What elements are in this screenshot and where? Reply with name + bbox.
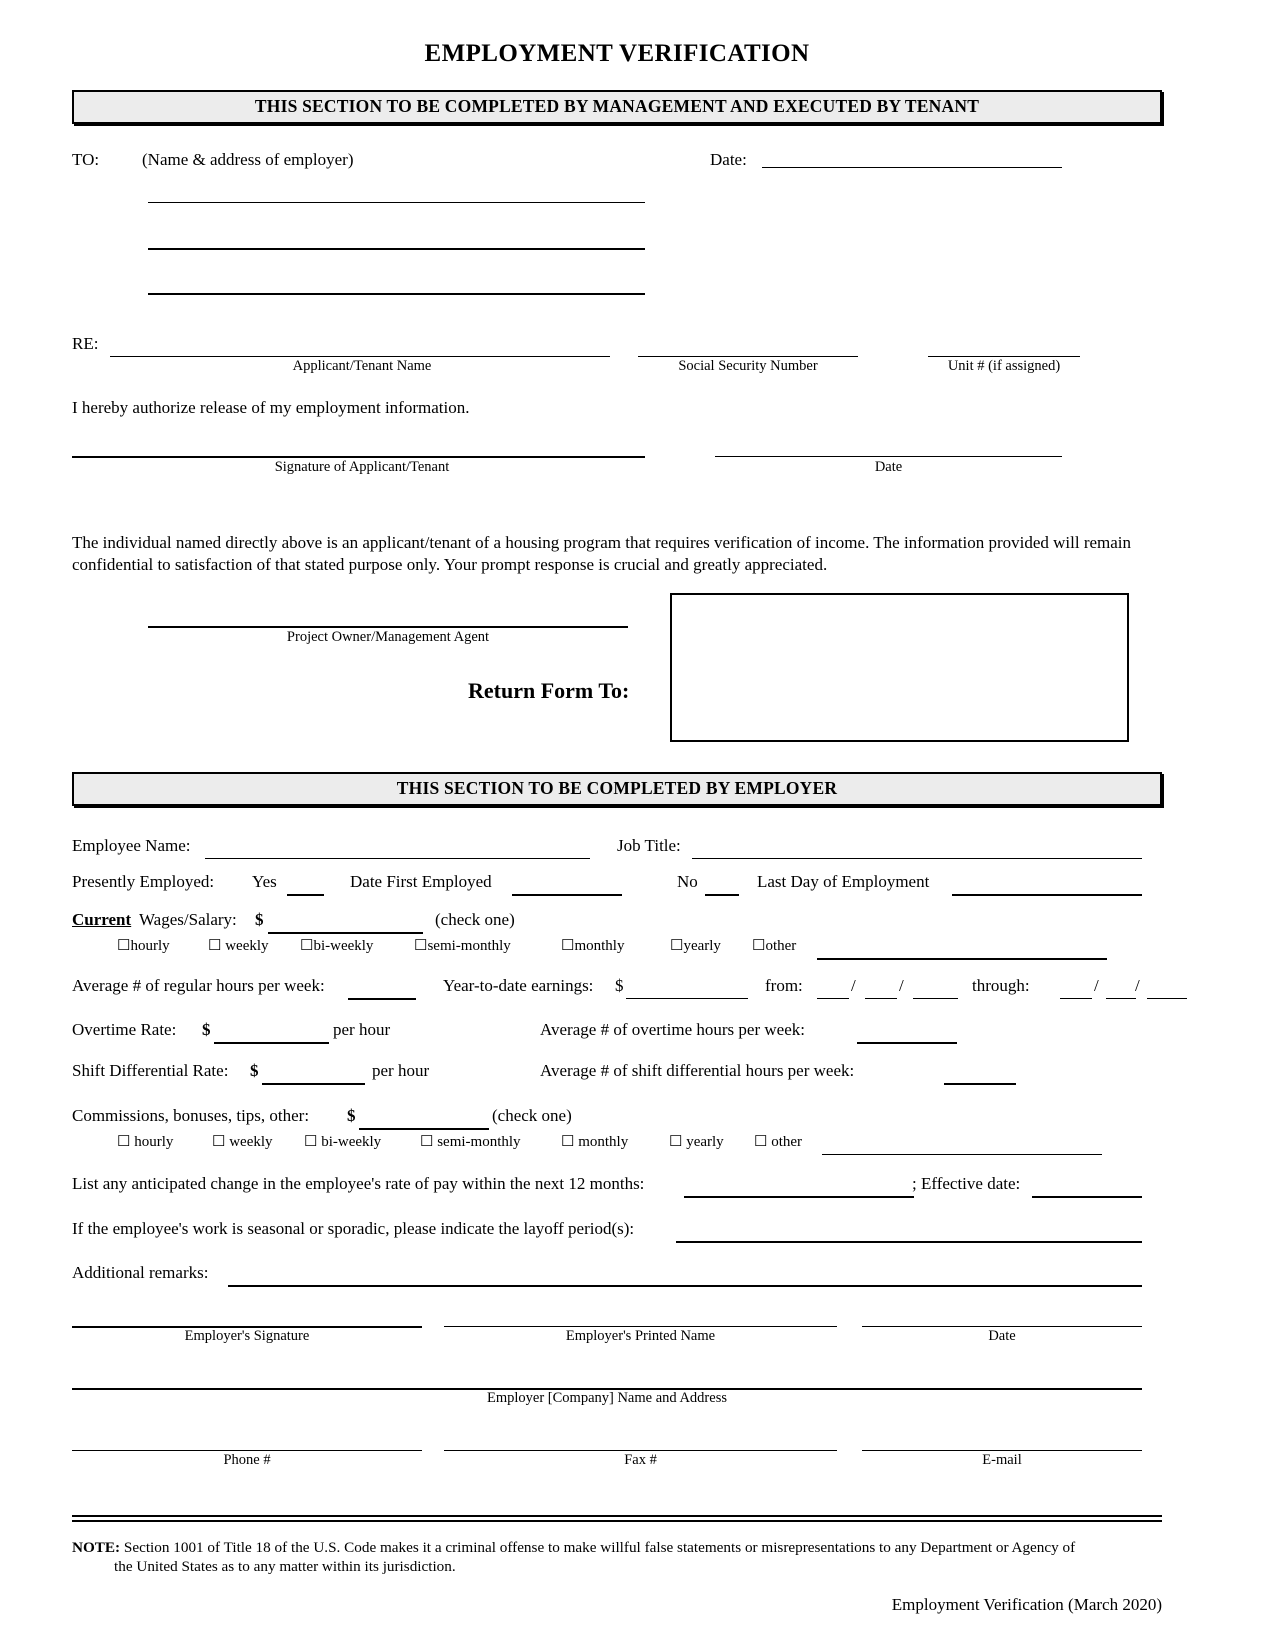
avg-shift-diff-hours-label: Average # of shift differential hours per week: [540, 1060, 855, 1080]
commissions-checkbox-monthly[interactable]: ☐ monthly [561, 1133, 629, 1150]
commissions-checkbox-other[interactable]: ☐ other [754, 1133, 803, 1150]
applicant-signature-block [72, 456, 1162, 504]
caption-employer-date: Date [988, 1327, 1016, 1344]
label-hourly: hourly [130, 937, 170, 954]
bottom-double-rule [72, 1515, 1162, 1522]
commissions-label-other: other [771, 1133, 803, 1150]
row-contact-info [72, 1449, 1162, 1499]
authorization-statement: I hereby authorize release of my employment information. [72, 398, 470, 417]
caption-applicant-name: Applicant/Tenant Name [292, 358, 432, 374]
row-shift-differential [72, 1061, 1162, 1106]
commissions-label-semi-monthly: semi-monthly [437, 1133, 521, 1150]
commissions-label-bi-weekly: bi-weekly [321, 1133, 382, 1150]
through-slash-1: / [1094, 975, 1099, 995]
from-year-line[interactable] [913, 997, 958, 999]
from-slash-1: / [851, 975, 856, 995]
checkbox-weekly[interactable]: ☐ weekly [208, 937, 269, 954]
row-overtime [72, 1020, 1162, 1061]
return-address-box[interactable] [670, 593, 1129, 742]
applicant-signature-date-line[interactable] [715, 456, 1062, 457]
employee-name-label: Employee Name: [72, 835, 191, 855]
job-title-label: Job Title: [617, 835, 681, 855]
overtime-dollar-sign: $ [202, 1019, 211, 1039]
row-presently-employed [72, 868, 1162, 910]
label-bi-weekly: bi-weekly [313, 937, 374, 954]
commissions-dollar-sign: $ [347, 1105, 356, 1125]
ytd-dollar-sign: $ [615, 975, 624, 995]
phone-input-line[interactable] [72, 1449, 422, 1451]
current-word-label: Current [72, 909, 132, 929]
anticipated-change-label: List any anticipated change in the employee's rate of pay within the next 12 months: [72, 1173, 645, 1193]
employer-date-line[interactable] [862, 1325, 1142, 1327]
through-month-line[interactable] [1060, 997, 1092, 999]
row-commissions-frequency [72, 1132, 1162, 1174]
label-yearly: yearly [683, 937, 721, 954]
through-day-line[interactable] [1106, 997, 1136, 999]
date-first-employed-input-line[interactable] [512, 893, 622, 896]
avg-overtime-hours-label: Average # of overtime hours per week: [540, 1019, 805, 1039]
caption-unit-number: Unit # (if assigned) [947, 358, 1061, 374]
date-first-employed-label: Date First Employed [350, 871, 492, 891]
checkbox-hourly[interactable]: ☐hourly [117, 937, 170, 954]
commissions-label-yearly: yearly [686, 1133, 724, 1150]
avg-shift-diff-hours-input-line[interactable] [944, 1082, 1016, 1085]
from-slash-2: / [899, 975, 904, 995]
commissions-checkbox-hourly[interactable]: ☐ hourly [117, 1133, 174, 1150]
commissions-checkbox-bi-weekly[interactable]: ☐ bi-weekly [304, 1133, 382, 1150]
overtime-rate-input-line[interactable] [214, 1041, 329, 1044]
checkbox-monthly[interactable]: ☐monthly [561, 937, 625, 954]
from-day-line[interactable] [865, 997, 897, 999]
row-current-wages [72, 910, 1162, 936]
seasonal-layoff-label: If the employee's work is seasonal or sporadic, please indicate the layoff period(s): [72, 1218, 635, 1238]
checkbox-bi-weekly[interactable]: ☐bi-weekly [300, 937, 374, 954]
no-label: No [677, 871, 698, 891]
commissions-checkbox-weekly[interactable]: ☐ weekly [212, 1133, 273, 1150]
wages-salary-label: Wages/Salary: [139, 909, 237, 929]
to-address-line-1[interactable] [148, 202, 645, 203]
employer-printed-name-line[interactable] [444, 1325, 837, 1327]
employer-section-banner: THIS SECTION TO BE COMPLETED BY EMPLOYER [72, 772, 1162, 806]
email-input-line[interactable] [862, 1449, 1142, 1451]
wages-amount-input-line[interactable] [268, 931, 423, 934]
commissions-checkbox-yearly[interactable]: ☐ yearly [669, 1133, 724, 1150]
employer-fields [72, 836, 1162, 1616]
effective-date-label: ; Effective date: [912, 1173, 1021, 1193]
ssn-input-line[interactable] [638, 356, 858, 357]
legal-note [72, 1538, 1162, 1578]
row-employee-name [72, 836, 1162, 868]
to-address-line-3[interactable] [148, 293, 645, 295]
avg-regular-hours-input-line[interactable] [348, 997, 416, 1000]
last-day-label: Last Day of Employment [757, 871, 930, 891]
commissions-other-input-line[interactable] [822, 1153, 1102, 1155]
ytd-earnings-label: Year-to-date earnings: [443, 975, 594, 995]
checkbox-semi-monthly[interactable]: ☐semi-monthly [414, 937, 511, 954]
caption-fax: Fax # [624, 1451, 657, 1468]
ytd-earnings-input-line[interactable] [626, 997, 748, 999]
employee-name-input-line[interactable] [205, 857, 590, 859]
row-additional-remarks [72, 1263, 1162, 1303]
yes-checkbox-line[interactable] [287, 893, 324, 896]
confidentiality-paragraph: The individual named directly above is an applicant/tenant of a housing program that requires verification of income. The information provided will remain confidential to satisfaction of that stated purpose only. Your prompt response is crucial and greatly appreciated. [72, 533, 1132, 574]
re-label: RE: [72, 334, 99, 353]
label-weekly: weekly [225, 937, 269, 954]
to-label: TO: [72, 150, 100, 169]
row-commissions [72, 1106, 1162, 1132]
seasonal-layoff-input-line[interactable] [676, 1240, 1142, 1243]
commissions-label-weekly: weekly [229, 1133, 273, 1150]
page-title: EMPLOYMENT VERIFICATION [424, 40, 810, 67]
from-month-line[interactable] [817, 997, 849, 999]
row-anticipated-change [72, 1174, 1162, 1219]
document-footer: Employment Verification (March 2020) [891, 1595, 1162, 1614]
project-owner-signature-line[interactable] [148, 626, 628, 628]
commissions-label: Commissions, bonuses, tips, other: [72, 1105, 310, 1125]
label-semi-monthly: semi-monthly [427, 937, 511, 954]
to-hint-label: (Name & address of employer) [142, 150, 354, 169]
fax-input-line[interactable] [444, 1449, 837, 1451]
caption-ssn: Social Security Number [678, 358, 818, 374]
row-employer-signature [72, 1325, 1162, 1387]
overtime-rate-label: Overtime Rate: [72, 1019, 177, 1039]
to-address-line-2[interactable] [148, 248, 645, 250]
applicant-name-input-line[interactable] [110, 356, 610, 357]
last-day-input-line[interactable] [952, 893, 1142, 896]
wages-other-input-line[interactable] [817, 957, 1107, 960]
commissions-checkbox-semi-monthly[interactable]: ☐ semi-monthly [420, 1133, 521, 1150]
effective-date-input-line[interactable] [1032, 1195, 1142, 1198]
anticipated-change-input-line[interactable] [684, 1195, 914, 1198]
shift-diff-dollar-sign: $ [250, 1060, 259, 1080]
no-checkbox-line[interactable] [705, 893, 739, 896]
note-line-1: Section 1001 of Title 18 of the U.S. Code makes it a criminal offense to make willful false statements or misrepresentations to any Department or Agency of [120, 1538, 1076, 1556]
wages-check-one-label: (check one) [435, 909, 515, 929]
caption-project-owner: Project Owner/Management Agent [286, 628, 490, 645]
shift-diff-rate-input-line[interactable] [262, 1082, 365, 1085]
label-monthly: monthly [574, 937, 625, 954]
date-label: Date: [710, 150, 747, 169]
label-other: other [765, 937, 797, 954]
job-title-input-line[interactable] [692, 857, 1142, 859]
caption-employer-signature: Employer's Signature [184, 1327, 310, 1344]
re-block [72, 334, 1162, 388]
wages-dollar-sign: $ [255, 909, 264, 929]
row-company-address [72, 1387, 1162, 1449]
to-block [72, 150, 1162, 320]
through-label: through: [972, 975, 1030, 995]
caption-email: E-mail [982, 1451, 1022, 1468]
additional-remarks-label: Additional remarks: [72, 1262, 209, 1282]
yes-label: Yes [252, 871, 277, 891]
caption-applicant-signature: Signature of Applicant/Tenant [274, 459, 450, 475]
caption-applicant-date: Date [874, 459, 903, 475]
overtime-per-hour-label: per hour [333, 1019, 391, 1039]
row-seasonal-layoff [72, 1219, 1162, 1263]
row-avg-hours-ytd [72, 976, 1162, 1020]
through-slash-2: / [1135, 975, 1140, 995]
note-bold-prefix: NOTE: [72, 1538, 121, 1556]
additional-remarks-input-line[interactable] [228, 1284, 1142, 1287]
shift-diff-per-hour-label: per hour [372, 1060, 430, 1080]
unit-number-input-line[interactable] [928, 356, 1080, 357]
commissions-check-one-label: (check one) [492, 1105, 572, 1125]
caption-employer-printed-name: Employer's Printed Name [565, 1327, 716, 1344]
applicant-signature-line[interactable] [72, 456, 645, 458]
management-section-banner: THIS SECTION TO BE COMPLETED BY MANAGEMENT AND EXECUTED BY TENANT [72, 90, 1162, 124]
checkbox-other[interactable]: ☐other [752, 937, 797, 954]
avg-overtime-hours-input-line[interactable] [857, 1041, 957, 1044]
caption-company-address: Employer [Company] Name and Address [486, 1389, 727, 1406]
shift-diff-rate-label: Shift Differential Rate: [72, 1060, 229, 1080]
commissions-label-hourly: hourly [134, 1133, 174, 1150]
return-form-block [72, 598, 1162, 748]
page-content [72, 0, 1162, 1615]
commissions-label-monthly: monthly [578, 1133, 629, 1150]
checkbox-yearly[interactable]: ☐yearly [670, 937, 721, 954]
avg-regular-hours-label: Average # of regular hours per week: [72, 975, 325, 995]
through-year-line[interactable] [1147, 997, 1187, 999]
caption-phone: Phone # [223, 1451, 271, 1468]
commissions-amount-input-line[interactable] [359, 1127, 489, 1130]
row-wages-frequency [72, 936, 1162, 976]
date-input-line[interactable] [762, 167, 1062, 168]
from-label: from: [765, 975, 803, 995]
presently-employed-label: Presently Employed: [72, 871, 215, 891]
return-form-to-label: Return Form To: [468, 677, 630, 703]
note-line-2: the United States as to any matter within its jurisdiction. [114, 1558, 456, 1576]
